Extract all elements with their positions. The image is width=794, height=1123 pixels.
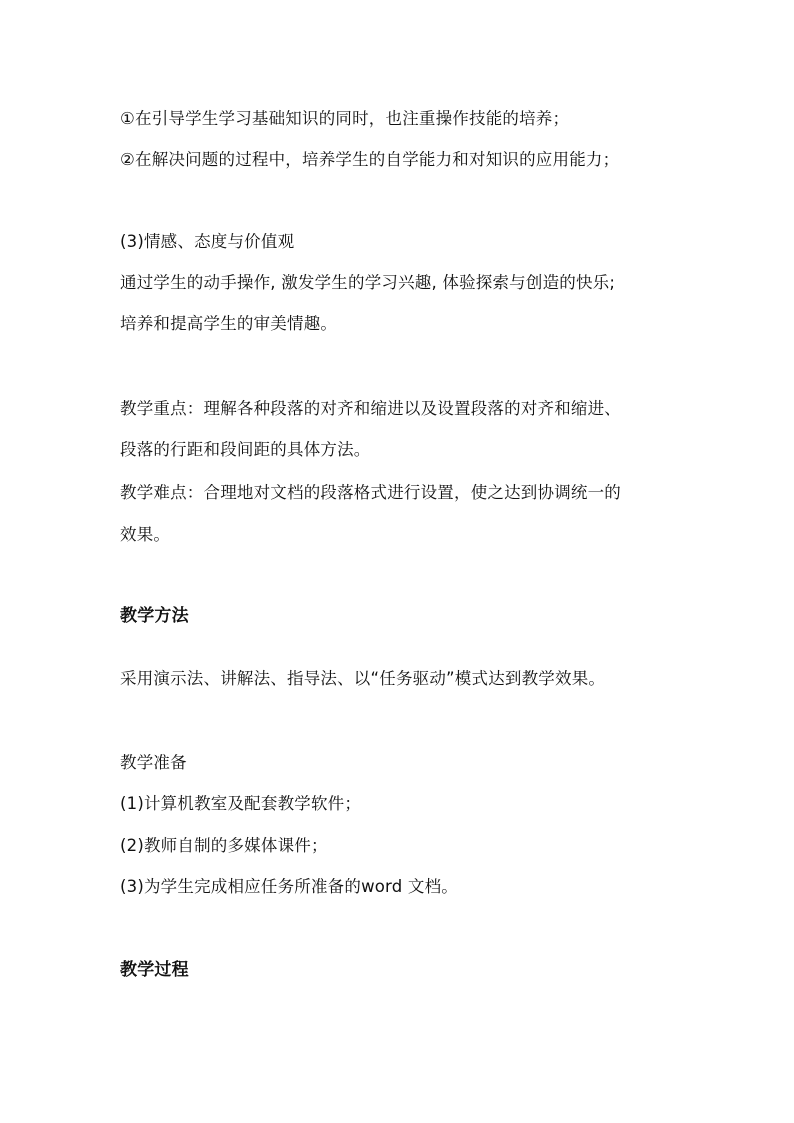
difficult-point-line-1: 教学难点：合理地对文档的段落格式进行设置，使之达到协调统一的 [120, 483, 621, 502]
preparation-item-3: (3)为学生完成相应任务所准备的word 文档。 [120, 877, 458, 896]
preparation-item-1: (1)计算机教室及配套教学软件； [120, 794, 362, 813]
process-section-title: 教学过程 [120, 960, 189, 980]
method-section-body: 采用演示法、讲解法、指导法、以“任务驱动”模式达到教学效果。 [120, 669, 606, 688]
skill-item-1: ①在引导学生学习基础知识的同时，也注重操作技能的培养； [120, 109, 570, 128]
preparation-section-title: 教学准备 [120, 753, 187, 772]
preparation-item-2: (2)教师自制的多媒体课件； [120, 836, 328, 855]
difficult-point-line-2: 效果。 [120, 525, 171, 544]
key-point-line-2: 段落的行距和段间距的具体方法。 [120, 440, 371, 459]
key-point-line-1: 教学重点：理解各种段落的对齐和缩进以及设置段落的对齐和缩进、 [120, 399, 621, 418]
method-section-title: 教学方法 [120, 606, 189, 626]
emotion-section-title: (3)情感、态度与价值观 [120, 232, 295, 251]
emotion-body-line-1: 通过学生的动手操作, 激发学生的学习兴趣, 体验探索与创造的快乐; [120, 273, 616, 292]
skill-item-2: ②在解决问题的过程中，培养学生的自学能力和对知识的应用能力； [120, 150, 620, 169]
emotion-body-line-2: 培养和提高学生的审美情趣。 [120, 314, 338, 333]
